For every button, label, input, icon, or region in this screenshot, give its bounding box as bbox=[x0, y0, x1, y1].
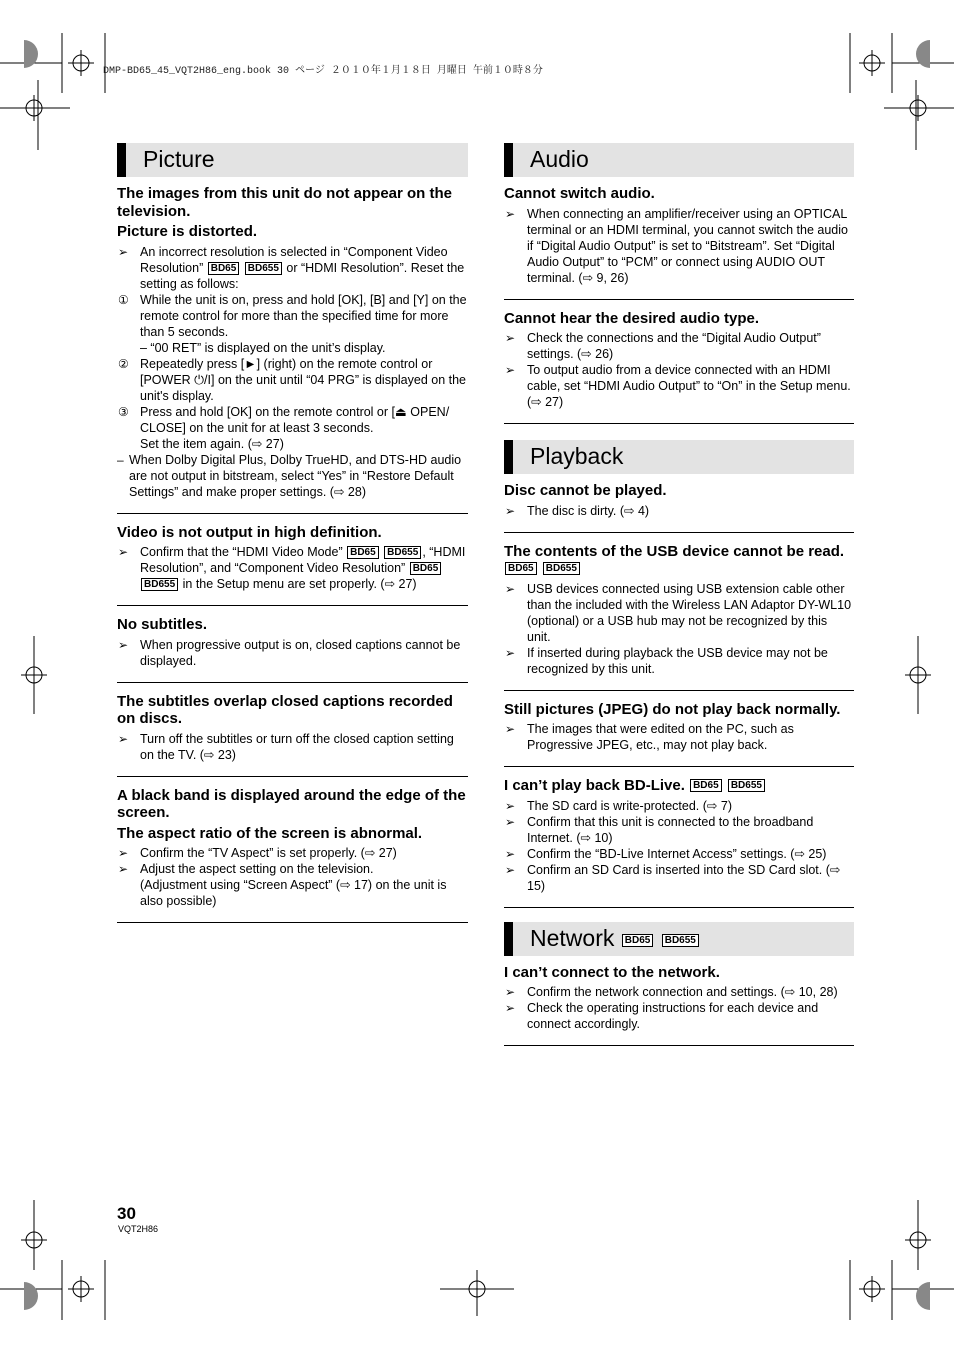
list-item: – When Dolby Digital Plus, Dolby TrueHD, and DTS-HD audio are not output in bitstream, select “Yes” in “Restore Default Settings” and make proper settings. (⇨ 28) bbox=[117, 452, 462, 499]
section-banner-audio bbox=[504, 143, 854, 177]
page-number: 30 bbox=[117, 1204, 136, 1223]
list-item: ➢ An incorrect resolution is selected in “Component Video Resolution” BD65 BD655 or “HDMI Resolution”. Reset the setting as follows: bbox=[118, 244, 465, 291]
arrow-marker-icon: ➢ bbox=[505, 814, 516, 829]
banner-bar bbox=[504, 143, 513, 177]
list-item: ➢ If inserted during playback the USB device may not be recognized by this unit. bbox=[505, 645, 828, 676]
list-item: ➢ The SD card is write-protected. (⇨ 7) bbox=[505, 798, 732, 813]
topic-title: A black band is displayed around the edge of the screen. bbox=[117, 786, 466, 821]
topic-title: No subtitles. bbox=[117, 616, 208, 633]
banner-bar bbox=[504, 440, 513, 474]
topic-title: Picture is distorted. bbox=[117, 223, 258, 240]
model-badge: BD655 bbox=[141, 578, 178, 591]
topic-title: I can’t connect to the network. bbox=[504, 963, 720, 981]
model-badge: BD65 bbox=[505, 562, 537, 575]
topic-subtitles-overlap bbox=[117, 693, 468, 777]
doc-code: VQT2H86 bbox=[118, 1224, 159, 1234]
list-item: ➢ Check the operating instructions for each device and connect accordingly. bbox=[505, 1001, 819, 1031]
arrow-marker-icon: ➢ bbox=[118, 637, 129, 652]
topic-video-not-hd bbox=[117, 524, 468, 607]
arrow-marker-icon: ➢ bbox=[505, 798, 516, 813]
section-banner-picture bbox=[117, 143, 468, 177]
topic-disc-cannot-play bbox=[504, 482, 854, 533]
model-badge: BD655 bbox=[384, 546, 421, 559]
model-badge: BD655 bbox=[728, 779, 765, 792]
topic-title: Disc cannot be played. bbox=[504, 482, 667, 499]
list-item: ➢ When progressive output is on, closed captions cannot be displayed. bbox=[118, 637, 461, 668]
topic-title: The subtitles overlap closed captions recorded on discs. bbox=[117, 692, 453, 727]
topic-usb-cannot-read bbox=[504, 543, 854, 691]
arrow-marker-icon: ➢ bbox=[505, 862, 516, 877]
topic-jpeg-playback bbox=[504, 701, 854, 768]
arrow-marker-icon: ➢ bbox=[505, 846, 516, 861]
arrow-marker-icon: ➢ bbox=[118, 244, 129, 259]
topic-title: The aspect ratio of the screen is abnormal. bbox=[117, 824, 423, 842]
arrow-marker-icon: ➢ bbox=[118, 846, 129, 860]
arrow-marker-icon: ➢ bbox=[118, 731, 129, 746]
arrow-marker-icon: ➢ bbox=[505, 331, 516, 345]
topic-cannot-connect-network bbox=[504, 964, 854, 1047]
list-item: ➢ Confirm the network connection and settings. (⇨ 10, 28) bbox=[505, 985, 838, 999]
list-item: ➢ Confirm the “BD-Live Internet Access” settings. (⇨ 25) bbox=[505, 846, 827, 861]
list-item: ➢ Adjust the aspect setting on the television. (Adjustment using “Screen Aspect” (⇨ 17) on the unit is also possible) bbox=[118, 862, 447, 908]
list-item: ➢ Confirm that this unit is connected to the broadband Internet. (⇨ 10) bbox=[505, 814, 814, 845]
banner-bar bbox=[504, 922, 513, 956]
list-item: ➢ Confirm that the “HDMI Video Mode” BD65 BD655 , “HDMI Resolution”, and “Component Video Resolution” BD65 BD655 in the Setup menu are set properly. (⇨ 27) bbox=[118, 545, 466, 591]
list-item: ➢ Confirm an SD Card is inserted into the SD Card slot. (⇨ 15) bbox=[505, 862, 841, 893]
list-item: ➢ Turn off the subtitles or turn off the closed caption setting on the TV. (⇨ 23) bbox=[118, 731, 454, 762]
list-item: ➢ Confirm the “TV Aspect” is set properly. (⇨ 27) bbox=[118, 846, 397, 860]
topic-title: Still pictures (JPEG) do not play back normally. bbox=[504, 700, 841, 718]
list-item: ➢ When connecting an amplifier/receiver using an OPTICAL terminal or an HDMI terminal, you cannot switch the audio if “Digital Audio Output” is set to “Bitstream”. Set “Digital Audio Output” to “PCM” or connect using AUDIO OUT terminal. (⇨ 9, 26) bbox=[505, 206, 848, 285]
arrow-marker-icon: ➢ bbox=[505, 581, 516, 596]
arrow-marker-icon: ➢ bbox=[505, 363, 516, 377]
topic-no-subtitles bbox=[117, 616, 468, 683]
list-item: ➢ To output audio from a device connected with an HDMI cable, set “HDMI Audio Output” to “On” in the Setup menu. (⇨ 27) bbox=[505, 363, 851, 409]
topic-title: I can’t play back BD-Live. BD65 BD655 bbox=[504, 777, 854, 795]
list-item: ③ Press and hold [OK] on the remote control or [⏏ OPEN/ CLOSE] on the unit for at least 3 seconds. Set the item again. (⇨ 27) bbox=[118, 404, 450, 451]
dash-marker: – bbox=[117, 452, 124, 467]
model-badge: BD65 bbox=[410, 562, 442, 575]
model-badge: BD65 bbox=[208, 262, 240, 275]
arrow-marker-icon: ➢ bbox=[505, 722, 516, 736]
topic-bd-live bbox=[504, 777, 854, 908]
section-title-audio: Audio bbox=[530, 146, 589, 172]
list-item: ① While the unit is on, press and hold [OK], [B] and [Y] on the remote control for more than the specified time for more than 5 seconds. – “00 RET” is displayed on the unit’s display. bbox=[118, 292, 467, 355]
model-badge: BD655 bbox=[245, 262, 282, 275]
list-item: ➢ Check the connections and the “Digital Audio Output” settings. (⇨ 26) bbox=[505, 331, 821, 361]
arrow-marker-icon: ➢ bbox=[505, 1001, 516, 1015]
arrow-marker-icon: ➢ bbox=[505, 645, 516, 660]
list-item: ➢ The disc is dirty. (⇨ 4) bbox=[505, 503, 650, 518]
right-column bbox=[504, 143, 854, 1056]
model-badge: BD65 bbox=[690, 779, 722, 792]
print-header: DMP-BD65_45_VQT2H86_eng.book 30 ページ ２０１０年１月１８日 月曜日 午前１０時８分 bbox=[103, 66, 543, 77]
section-banner-playback bbox=[504, 440, 854, 474]
topic-title: Cannot switch audio. bbox=[504, 185, 655, 202]
step-1-marker: ① bbox=[118, 292, 129, 307]
banner-bar bbox=[117, 143, 126, 177]
step-3-marker: ③ bbox=[118, 404, 129, 419]
topic-title: Video is not output in high definition. bbox=[117, 523, 382, 541]
topic-title: The contents of the USB device cannot be read. BD65 BD655 bbox=[504, 542, 845, 574]
left-column bbox=[117, 143, 468, 933]
topic-title: Cannot hear the desired audio type. bbox=[504, 309, 760, 327]
list-item: ② Repeatedly press [►] (right) on the remote control or [POWER ⏻/I] on the unit until “04 PRG” is displayed on the unit's display. bbox=[118, 356, 467, 403]
section-title-playback: Playback bbox=[530, 443, 624, 469]
section-title-picture: Picture bbox=[143, 146, 215, 172]
step-2-marker: ② bbox=[118, 356, 129, 371]
section-title-network: Network BD65 BD655 bbox=[530, 923, 700, 953]
topic-images-not-appear bbox=[117, 185, 468, 514]
topic-cannot-switch-audio bbox=[504, 185, 854, 300]
list-item: ➢ The images that were edited on the PC, such as Progressive JPEG, etc., may not play back. bbox=[505, 722, 794, 752]
model-badge: BD65 bbox=[622, 934, 654, 947]
arrow-marker-icon: ➢ bbox=[118, 545, 129, 559]
topic-cannot-hear-audio bbox=[504, 310, 854, 425]
model-badge: BD65 bbox=[347, 546, 379, 559]
arrow-marker-icon: ➢ bbox=[505, 503, 516, 518]
topic-black-band bbox=[117, 787, 468, 924]
arrow-marker-icon: ➢ bbox=[505, 985, 516, 999]
arrow-marker-icon: ➢ bbox=[505, 206, 516, 221]
arrow-marker-icon: ➢ bbox=[118, 862, 129, 876]
model-badge: BD655 bbox=[662, 934, 699, 947]
model-badge: BD655 bbox=[543, 562, 580, 575]
topic-title: The images from this unit do not appear on the television. bbox=[117, 185, 453, 220]
section-banner-network bbox=[504, 922, 854, 956]
list-item: ➢ USB devices connected using USB extension cable other than the included with the Wireless LAN Adaptor DY-WL10 (optional) or a USB hub may not be recognized by this unit. bbox=[505, 581, 852, 644]
